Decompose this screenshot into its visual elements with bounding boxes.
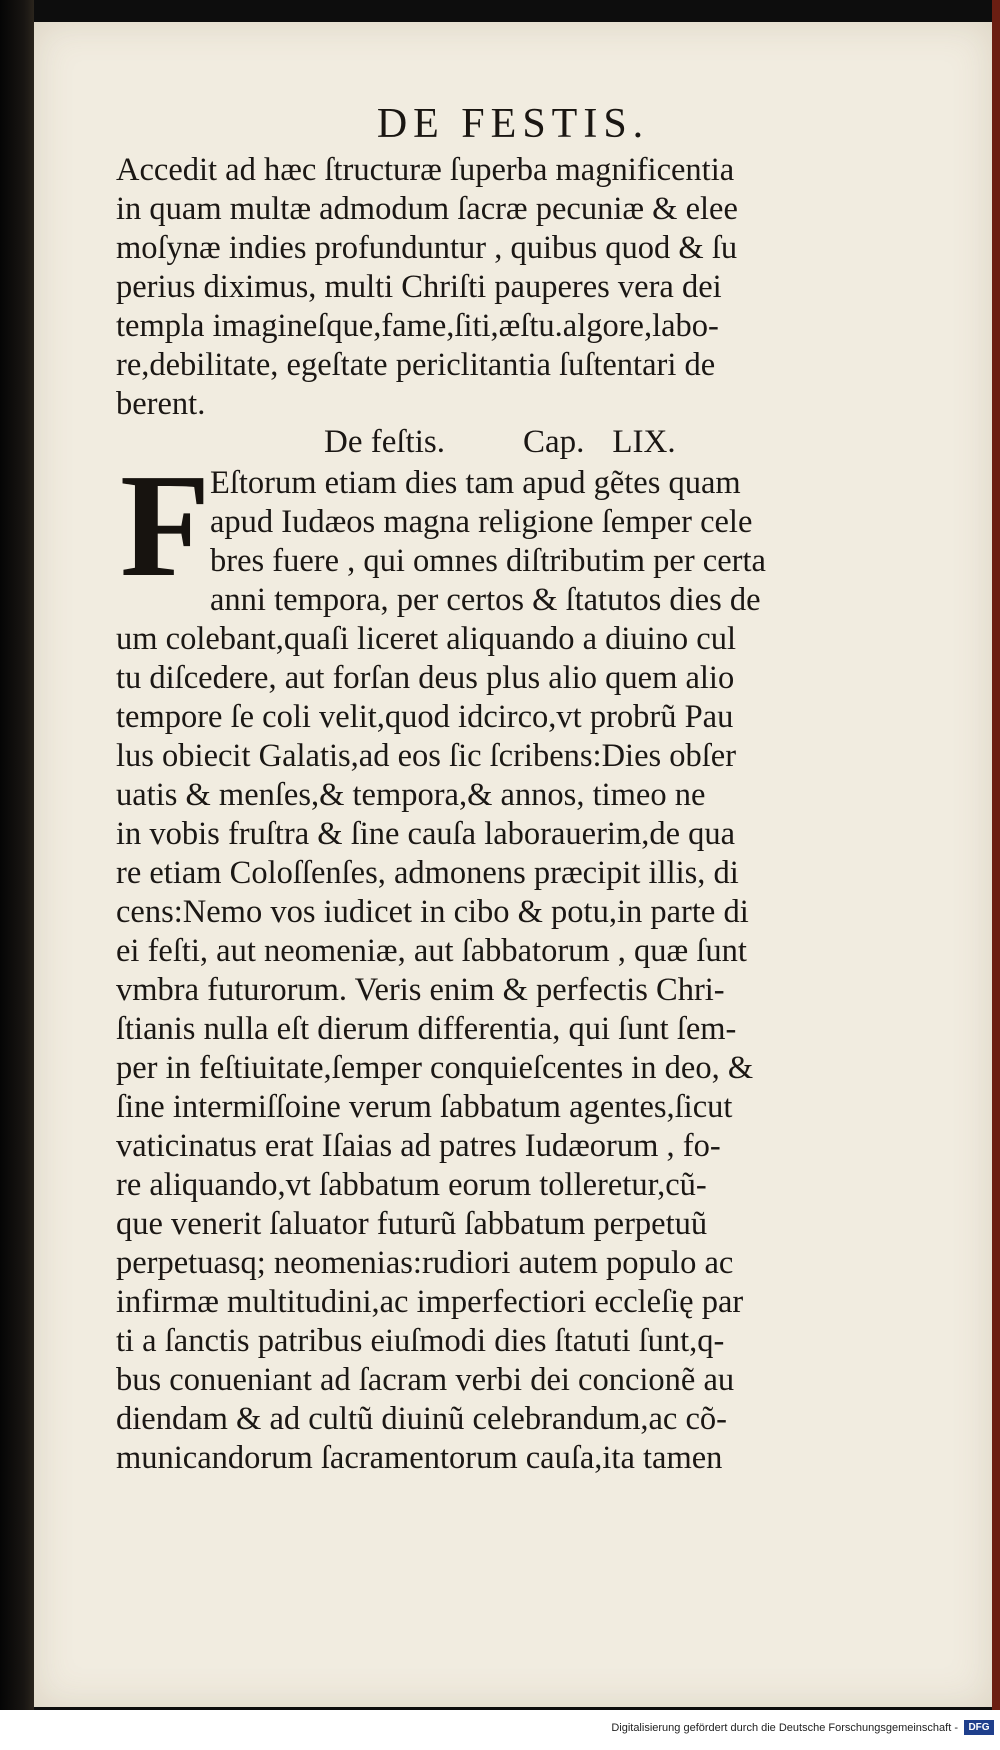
text-line: moſynæ indies profunduntur , quibus quod & ſu (116, 230, 738, 266)
book-edge (992, 0, 1000, 1710)
text-line: apud Iudæos magna religione ſemper cele (210, 504, 753, 540)
text-line: ſtianis nulla eſt dierum differentia, qui ſunt ſem- (116, 1011, 737, 1047)
text-line: cens:Nemo vos iudicet in cibo & potu,in parte di (116, 894, 749, 930)
book-page (34, 22, 992, 1707)
chapter-cap-label: Cap. (522, 424, 585, 460)
text-line: ſine intermiſſoine verum ſabbatum agentes,ſicut (116, 1089, 733, 1125)
chapter-title: De feſtis. (324, 424, 445, 460)
text-line: re aliquando,vt ſabbatum eorum tolleretur,cũ- (116, 1167, 707, 1203)
text-line: berent. (116, 386, 206, 422)
text-line: tu diſcedere, aut forſan deus plus alio quem alio (116, 660, 735, 696)
dfg-logo-icon: DFG (964, 1720, 994, 1735)
text-line: diendam & ad cultũ diuinũ celebrandum,ac cõ- (116, 1401, 727, 1437)
text-line: in quam multæ admodum ſacræ pecuniæ & elee (116, 191, 738, 227)
text-line: ei feſti, aut neomeniæ, aut ſabbatorum , quæ ſunt (116, 933, 747, 969)
chapter-heading (324, 424, 676, 461)
chapter-number: LIX. (612, 424, 676, 460)
decorated-initial: F (120, 444, 211, 608)
text-line: lus obiecit Galatis,ad eos ſic ſcribens:Dies obſer (116, 738, 737, 774)
text-line: templa imagineſque,fame,ſiti,æſtu.algore,labo- (116, 308, 719, 344)
text-line: um colebant,quaſi liceret aliquando a diuino cul (116, 621, 737, 657)
text-line: perius diximus, multi Chriſti pauperes vera dei (116, 269, 722, 305)
text-line: que venerit ſaluator futurũ ſabbatum perpetuũ (116, 1206, 708, 1242)
running-head: DE FESTIS. (376, 101, 650, 147)
funding-credit: Digitalisierung gefördert durch die Deutsche Forschungsgemeinschaft - (611, 1722, 958, 1734)
text-line: Eſtorum etiam dies tam apud gẽtes quam (210, 465, 741, 501)
book-spine-shadow (0, 0, 34, 1710)
text-line: per in feſtiuitate,ſemper conquieſcentes in deo, & (116, 1050, 754, 1086)
text-line: infirmæ multitudini,ac imperfectiori eccleſię par (116, 1284, 744, 1320)
text-line: ti a ſanctis patribus eiuſmodi dies ſtatuti ſunt,q- (116, 1323, 725, 1359)
text-line: in vobis fruſtra & ſine cauſa laborauerim,de qua (116, 816, 736, 852)
text-line: bus conueniant ad ſacram verbi dei concionẽ au (116, 1362, 735, 1398)
text-line: municandorum ſacramentorum cauſa,ita tamen (116, 1440, 723, 1476)
text-line: anni tempora, per certos & ſtatutos dies de (210, 582, 761, 618)
text-line: tempore ſe coli velit,quod idcirco,vt probrũ Pau (116, 699, 734, 735)
text-line: re etiam Coloſſenſes, admonens præcipit illis, di (116, 855, 739, 891)
text-line: uatis & menſes,& tempora,& annos, timeo ne (116, 777, 706, 813)
text-line: vmbra futurorum. Veris enim & perfectis Chri- (116, 972, 725, 1008)
text-line: Accedit ad hæc ſtructuræ ſuperba magnificentia (116, 152, 735, 188)
text-line: vaticinatus erat Iſaias ad patres Iudæorum , fo- (116, 1128, 721, 1164)
text-line: perpetuasq; neomenias:rudiori autem populo ac (116, 1245, 734, 1281)
text-line: re,debilitate, egeſtate periclitantia ſuſtentari de (116, 347, 716, 383)
digitization-footer (0, 1710, 1000, 1750)
text-line: bres fuere , qui omnes diſtributim per certa (210, 543, 766, 579)
